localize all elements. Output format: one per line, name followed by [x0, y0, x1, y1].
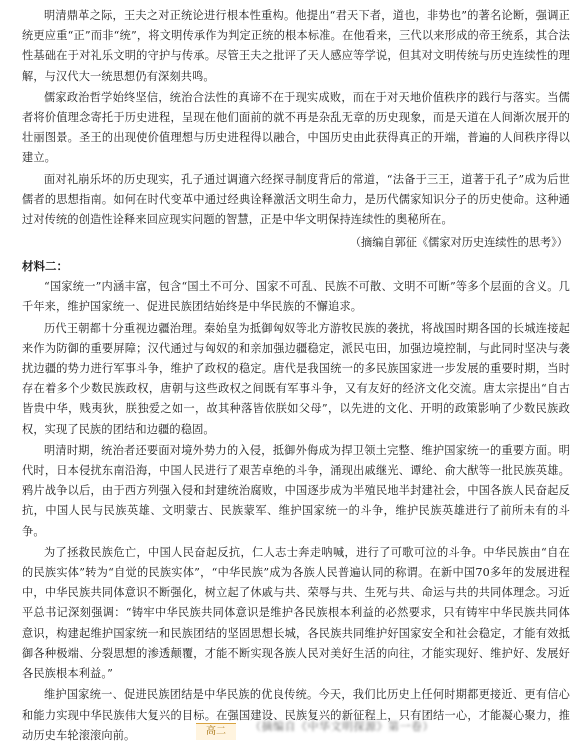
material-heading: 材料二： — [22, 259, 68, 274]
paragraph: 历代王朝都十分重视边疆治理。秦始皇为抵御匈奴等北方游牧民族的袭扰，将战国时期各国的长城连接起来作为防御的重要屏障；汉代通过与匈奴的和亲加强边疆稳定，派民屯田，加强边境控制，与此同时坚决与袭扰边疆的势力进行军事斗争，维护了政权的稳定。唐代是我国统一的多民族国家进一步发展的重要时期，当时存在着多个少数民族政权，唐朝与这些政权之间既有军事斗争，又有友好的经济文化交流。唐太宗提出“自古皆贵中华，贱夷狄，朕独爱之如一，故其种落皆依朕如父母”，以先进的文化、开明的政策影响了少数民族政权，实现了民族的团结和边疆的稳固。 — [22, 321, 570, 436]
paragraph: 为了拯救民族危亡，中国人民奋起反抗，仁人志士奔走呐喊，进行了可歌可泣的斗争。中华民族由“自在的民族实体”转为“自觉的民族实体”，“中华民族”成为各族人民普遍认同的称谓。在新中国70多年的发展进程中，中华民族共同体意识不断强化，树立起了休戚与共、荣辱与共、生死与共、命运与共的共同体理念。习近平总书记深刻强调：“铸牢中华民族共同体意识是维护各民族根本利益的必然要求，只有铸牢中华民族共同体意识，构建起维护国家统一和民族团结的坚固思想长城，各民族共同维护好国家安全和社会稳定，才能有效抵御各种极端、分裂思想的渗透颠覆，才能不断实现各族人民对美好生活的向往，才能实现好、维护好、发展好各民族根本利益。” — [22, 545, 570, 681]
paragraph: 儒家政治哲学始终坚信，统治合法性的真谛不在于现实成败，而在于对天地价值秩序的践行与落实。当儒者将价值理念寄托于历史进程，呈现在他们面前的就不再是杂乱无章的历史现象，而是天道在人间渐次展开的壮丽图景。圣王的出现使价值理想与历史进程得以融合，中国历史由此获得真正的开端，普遍的人间秩序得以建立。 — [22, 90, 570, 165]
source-citation: （摘编自郭征《儒家对历史连续性的思考》） — [349, 236, 568, 250]
paragraph: 维护国家统一、促进民族团结是中华民族的优良传统。今天，我们比历史上任何时期都更接近、更有信心和能力实现中华民族伟大复兴的目标。在强国建设、民族复兴的新征程上，只有团结一心，才能凝心聚力，推动历史车轮滚滚向前。 — [22, 688, 570, 742]
source-citation-cutoff: （摘编自《中华文明探源》第一卷） — [250, 720, 434, 733]
paragraph: 明清鼎革之际，王夫之对正统论进行根本性重构。他提出“君天下者，道也，非势也”的著名论断，强调正统更应重“正”而非“统”，将文明传承作为判定正统的根本标准。在他看来，三代以来形成的帝王统系，其合法性基础在于对礼乐文明的守护与传承。尽管王夫之批评了天人感应等学说，但其对文明传统与历史连续性的理解，与汉代大一统思想仍有深刻共鸣。 — [22, 9, 570, 83]
paragraph: 面对礼崩乐坏的历史现实，孔子通过调適六经探寻制度背后的常道，“法备于三王，道著于孔子”成为后世儒者的思想指南。如何在时代变革中通过经典诠释激活文明生命力，是历代儒家知识分子的历史使命。这种通过对传统的创造性诠释来回应现实问题的智慧，正是中华文明保持连续性的奥秘所在。 — [22, 172, 570, 227]
paragraph: 明清时期，统治者还要面对境外势力的入侵，抵御外侮成为捍卫领土完整、维护国家统一的重要方面。明代时，日本侵扰东南沿海，中国人民进行了艰苦卓绝的斗争，涌现出戚继光、谭纶、俞大猷等一批民族英雄。鸦片战争以后，由于西方列强入侵和封建统治腐败，中国逐步成为半殖民地半封建社会，中国各族人民奋起反抗，中国人民与民族英雄、文明蒙古、民族蒙军、维护国家统一的斗争，维护民族英雄进行了前所未有的斗争。 — [22, 443, 570, 538]
paragraph: “国家统一”内涵丰富，包含“国土不可分、国家不可乱、民族不可散、文明不可断”等多个层面的含义。几千年来，维护国家统一、促进民族团结始终是中华民族的不懈追求。 — [22, 280, 570, 314]
page-footer-label: 高二 — [196, 723, 236, 740]
document-body — [22, 6, 570, 747]
